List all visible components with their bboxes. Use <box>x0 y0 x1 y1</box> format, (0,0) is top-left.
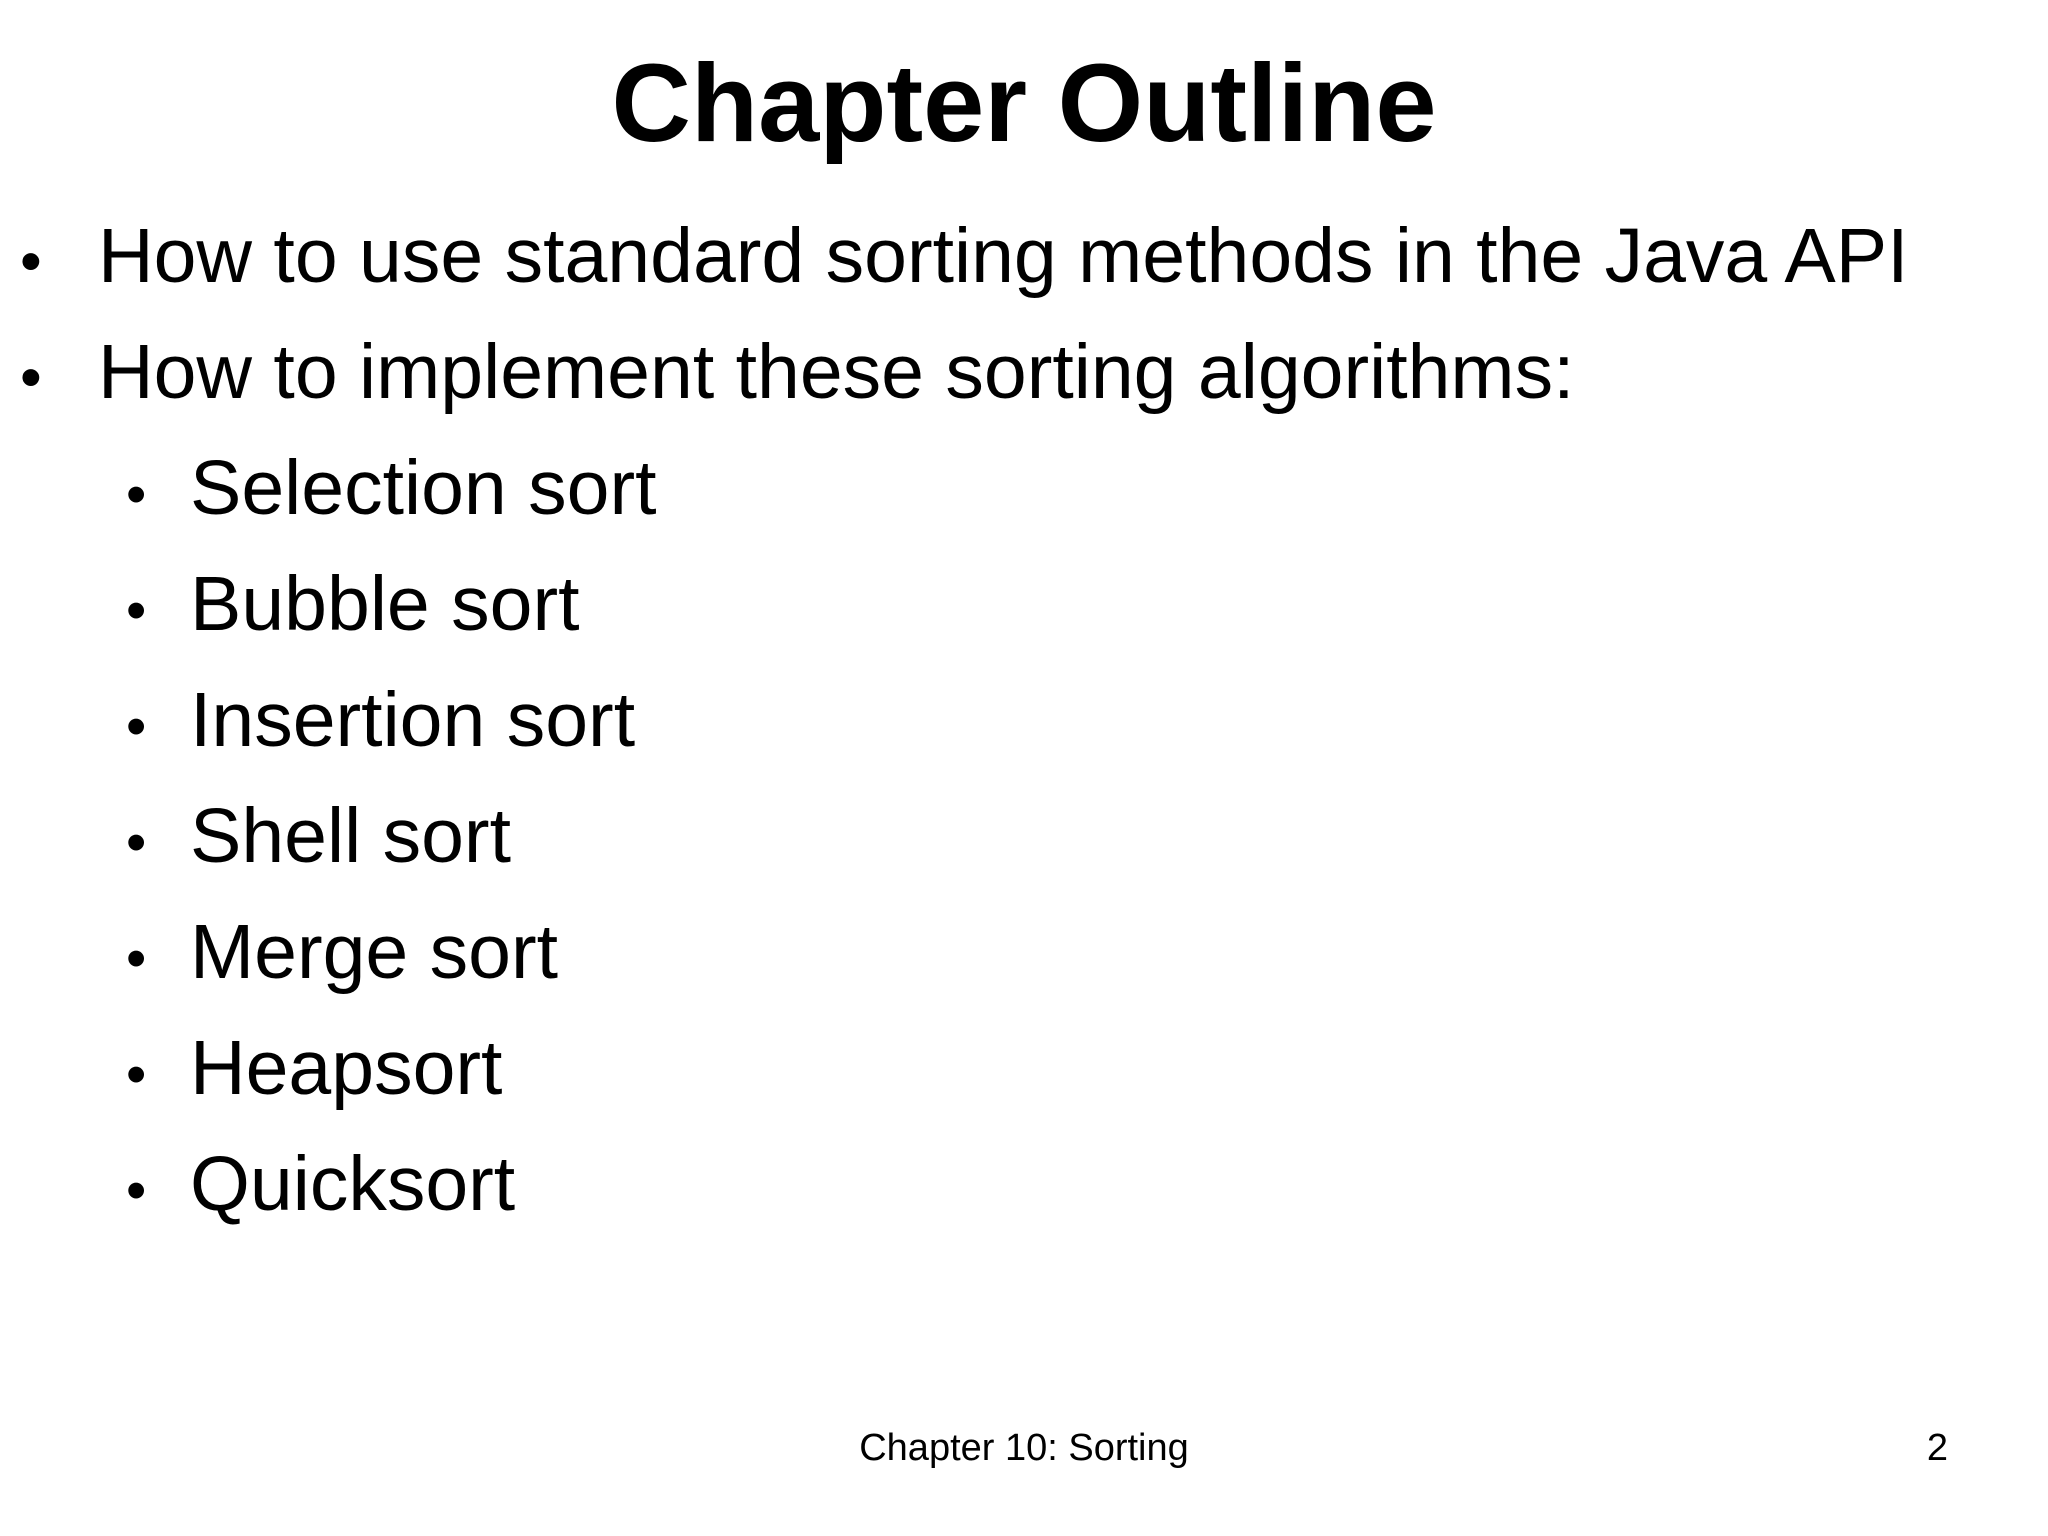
sub-bullet-item <box>126 438 657 545</box>
sub-bullet-item <box>126 1134 515 1241</box>
sub-bullet-text: Bubble sort <box>190 561 580 647</box>
bullet-icon: • <box>126 462 147 527</box>
sub-bullet-item <box>126 554 580 661</box>
bullet-icon: • <box>20 343 42 412</box>
bullet-text: How to implement these sorting algorithms: <box>98 329 1575 415</box>
bullet-icon: • <box>20 227 42 296</box>
footer-chapter-label: Chapter 10: Sorting <box>859 1427 1189 1469</box>
bullet-icon: • <box>126 694 147 759</box>
sub-bullet-item <box>126 786 511 893</box>
bullet-text: How to use standard sorting methods in the Java API <box>98 213 1909 299</box>
bullet-item <box>20 322 1574 428</box>
bullet-icon: • <box>126 810 147 875</box>
sub-bullet-text: Insertion sort <box>190 677 636 763</box>
bullet-icon: • <box>126 1042 147 1107</box>
sub-bullet-item <box>126 670 635 777</box>
bullet-icon: • <box>126 926 147 991</box>
page-number: 2 <box>1926 1427 1948 1469</box>
bullet-icon: • <box>126 1158 147 1223</box>
sub-bullet-item <box>126 902 558 1009</box>
sub-bullet-text: Shell sort <box>190 793 511 879</box>
bullet-item <box>20 206 1909 312</box>
sub-bullet-text: Merge sort <box>190 909 559 995</box>
slide-title: Chapter Outline <box>611 42 1437 165</box>
bullet-icon: • <box>126 578 147 643</box>
sub-bullet-item <box>126 1018 502 1125</box>
sub-bullet-text: Quicksort <box>190 1141 516 1227</box>
sub-bullet-text: Heapsort <box>190 1025 503 1111</box>
sub-bullet-text: Selection sort <box>190 445 657 531</box>
